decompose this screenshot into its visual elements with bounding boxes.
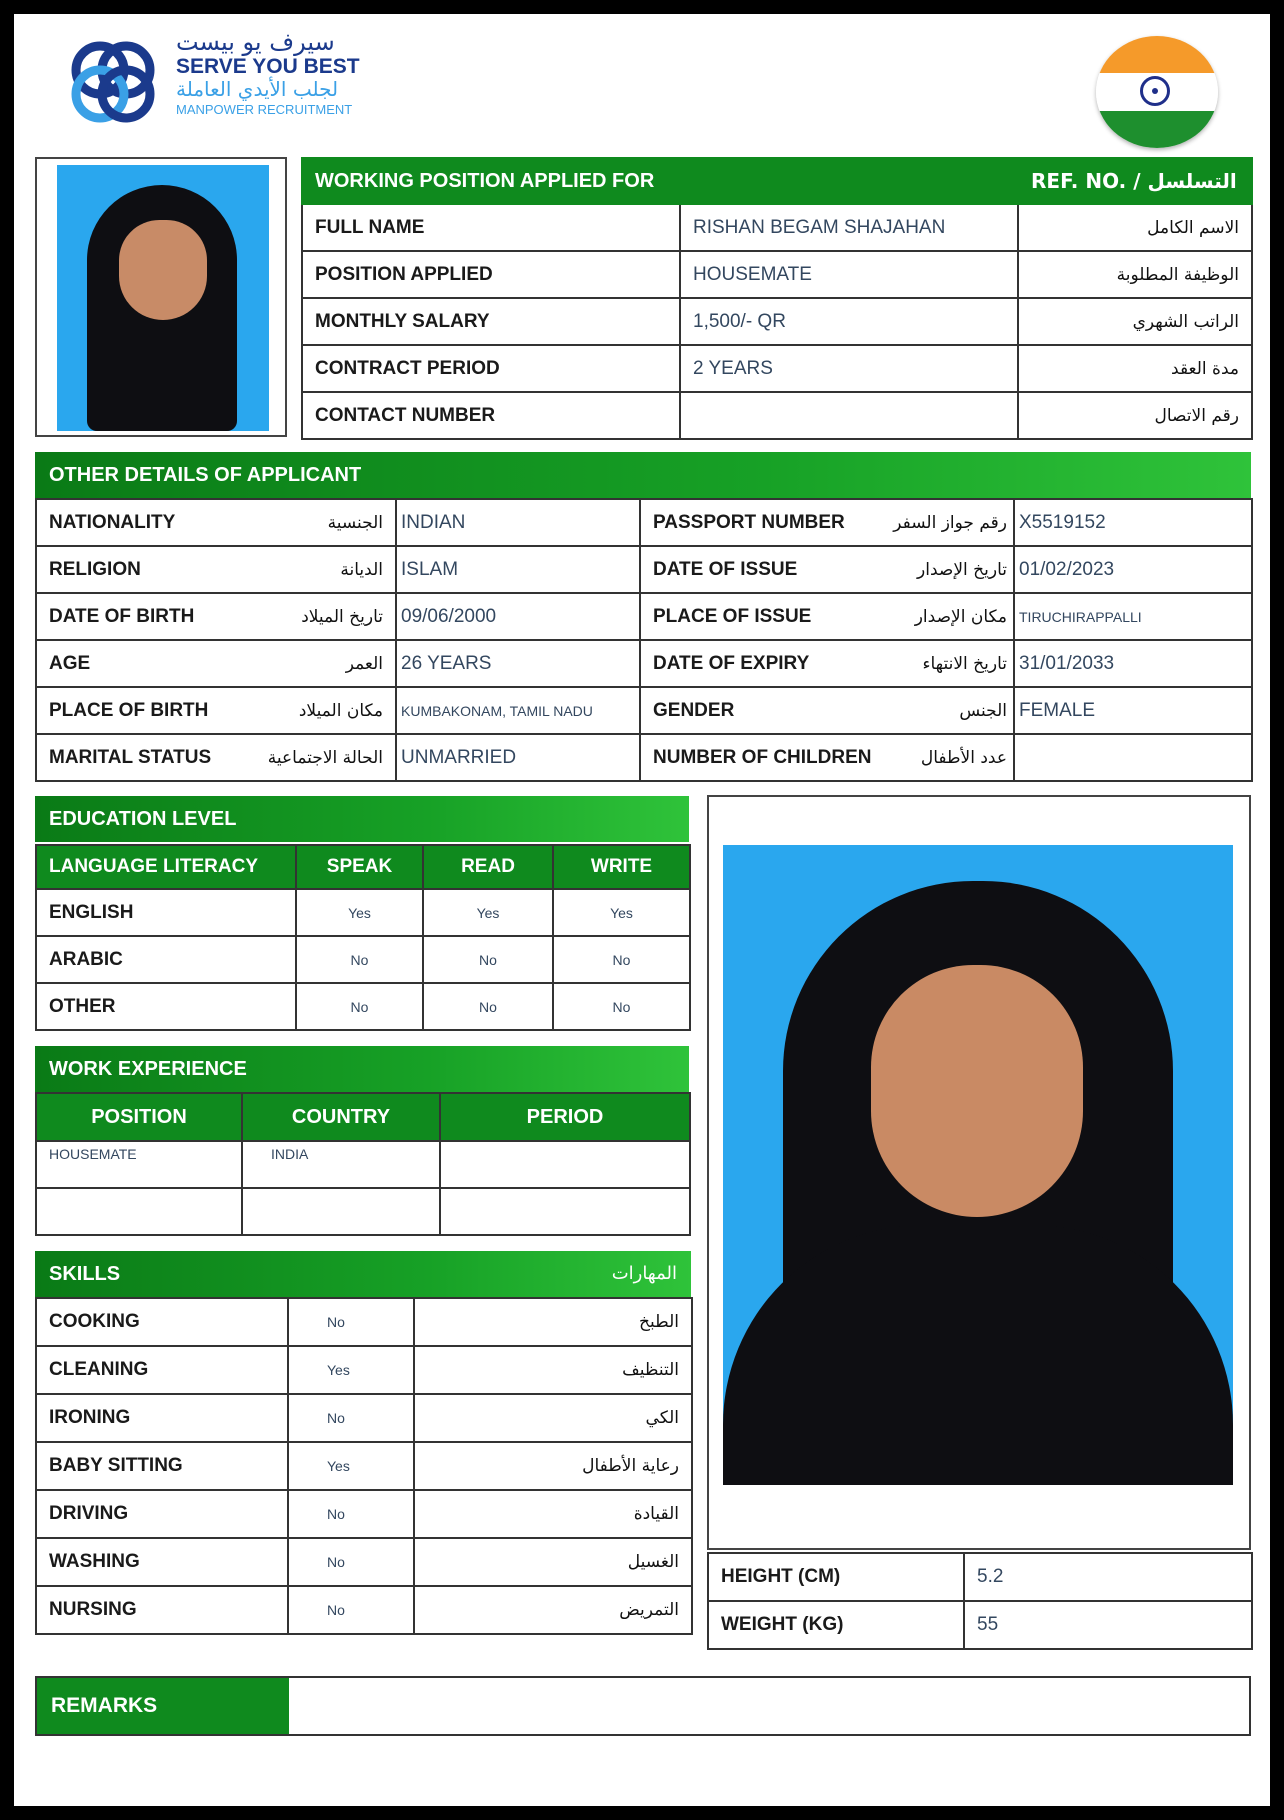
contact-value <box>680 392 1018 439</box>
skill-label: WASHING <box>36 1538 288 1586</box>
field-label: MONTHLY SALARY <box>302 298 680 345</box>
india-flag-icon <box>1096 36 1218 148</box>
field-label-ar: الحالة الاجتماعية <box>256 734 396 781</box>
skill-label: IRONING <box>36 1394 288 1442</box>
field-label: GENDER <box>640 687 880 734</box>
field-value: FEMALE <box>1014 687 1252 734</box>
table-row <box>36 499 1252 546</box>
skill-value: No <box>288 1586 414 1634</box>
field-label-ar: تاريخ الانتهاء <box>880 640 1014 687</box>
table-row <box>302 392 1252 439</box>
skill-label-ar: الغسيل <box>414 1538 692 1586</box>
field-label: CONTRACT PERIOD <box>302 345 680 392</box>
table-row <box>36 546 1252 593</box>
column-header: LANGUAGE LITERACY <box>36 845 296 889</box>
table-row <box>36 687 1252 734</box>
table-row <box>36 1298 692 1346</box>
table-row <box>302 345 1252 392</box>
cell-value: No <box>553 983 690 1030</box>
education-header: EDUCATION LEVEL <box>35 796 689 842</box>
skill-label-ar: رعاية الأطفال <box>414 1442 692 1490</box>
table-row <box>36 1188 690 1235</box>
field-value <box>1014 734 1252 781</box>
ref-no-header: REF. NO. / التسلسل <box>1018 158 1252 204</box>
skill-value: No <box>288 1538 414 1586</box>
salary-value: 1,500/- QR <box>680 298 1018 345</box>
remarks-box <box>35 1676 1251 1736</box>
table-row <box>36 889 690 936</box>
table-row <box>36 936 690 983</box>
field-value: TIRUCHIRAPPALLI <box>1014 593 1252 640</box>
skill-label-ar: الطبخ <box>414 1298 692 1346</box>
table-row <box>708 1601 1252 1649</box>
remarks-label: REMARKS <box>37 1678 289 1734</box>
field-label-ar: عدد الأطفال <box>880 734 1014 781</box>
table-row <box>36 1490 692 1538</box>
table-row <box>302 204 1252 251</box>
company-logo-icon <box>60 32 170 132</box>
field-label: DATE OF EXPIRY <box>640 640 880 687</box>
language-label: OTHER <box>36 983 296 1030</box>
table-row <box>36 593 1252 640</box>
brand-text <box>176 30 376 116</box>
field-label: POSITION APPLIED <box>302 251 680 298</box>
field-value: 09/06/2000 <box>396 593 640 640</box>
cell-value: No <box>553 936 690 983</box>
field-value: KUMBAKONAM, TAMIL NADU <box>396 687 640 734</box>
work-experience-table <box>35 1092 691 1236</box>
field-label: NUMBER OF CHILDREN <box>640 734 880 781</box>
field-label: FULL NAME <box>302 204 680 251</box>
cell-value: No <box>423 936 553 983</box>
column-header: READ <box>423 845 553 889</box>
table-row <box>36 983 690 1030</box>
contract-value: 2 YEARS <box>680 345 1018 392</box>
other-details-header: OTHER DETAILS OF APPLICANT <box>35 452 1251 498</box>
skills-title: SKILLS <box>49 1263 121 1285</box>
cell-value <box>242 1188 440 1235</box>
table-row <box>302 298 1252 345</box>
field-label-ar: الديانة <box>256 546 396 593</box>
skill-label-ar: الكي <box>414 1394 692 1442</box>
field-value: X5519152 <box>1014 499 1252 546</box>
cell-value: No <box>296 936 423 983</box>
cell-value <box>440 1141 690 1188</box>
column-header: WRITE <box>553 845 690 889</box>
field-label-ar: رقم جواز السفر <box>880 499 1014 546</box>
table-row <box>36 1442 692 1490</box>
weight-label: WEIGHT (KG) <box>708 1601 964 1649</box>
column-header: PERIOD <box>440 1093 690 1141</box>
field-label: DATE OF BIRTH <box>36 593 256 640</box>
applicant-photo-large <box>707 795 1251 1550</box>
field-label-ar: تاريخ الميلاد <box>256 593 396 640</box>
education-table <box>35 844 691 1031</box>
field-value: 01/02/2023 <box>1014 546 1252 593</box>
table-row <box>36 1394 692 1442</box>
column-header: POSITION <box>36 1093 242 1141</box>
skill-label: CLEANING <box>36 1346 288 1394</box>
brand-tagline-ar: لجلب الأيدي العاملة <box>176 77 339 101</box>
application-form <box>14 14 1270 1806</box>
table-row <box>36 734 1252 781</box>
field-label-ar: الوظيفة المطلوبة <box>1018 251 1252 298</box>
field-value: 26 YEARS <box>396 640 640 687</box>
field-label-ar: الجنسية <box>256 499 396 546</box>
brand-tagline-en: MANPOWER RECRUITMENT <box>176 102 353 117</box>
field-label: RELIGION <box>36 546 256 593</box>
table-row <box>36 1538 692 1586</box>
field-label-ar: مدة العقد <box>1018 345 1252 392</box>
cell-value: No <box>423 983 553 1030</box>
other-details-table <box>35 498 1253 782</box>
skill-value: No <box>288 1490 414 1538</box>
field-label-ar: رقم الاتصال <box>1018 392 1252 439</box>
position-table <box>301 157 1253 440</box>
table-row <box>36 1346 692 1394</box>
field-value: UNMARRIED <box>396 734 640 781</box>
field-label: AGE <box>36 640 256 687</box>
skill-value: Yes <box>288 1442 414 1490</box>
cell-value: INDIA <box>242 1141 440 1188</box>
cell-value: Yes <box>553 889 690 936</box>
column-header: SPEAK <box>296 845 423 889</box>
cell-value: Yes <box>423 889 553 936</box>
applicant-photo-small <box>35 157 287 437</box>
skills-title-ar: المهارات <box>611 1263 677 1284</box>
table-row <box>36 1586 692 1634</box>
table-row <box>36 1141 690 1188</box>
height-value: 5.2 <box>964 1553 1252 1601</box>
field-label-ar: الاسم الكامل <box>1018 204 1252 251</box>
field-label-ar: مكان الميلاد <box>256 687 396 734</box>
height-label: HEIGHT (CM) <box>708 1553 964 1601</box>
skill-label: NURSING <box>36 1586 288 1634</box>
skills-header <box>35 1251 691 1297</box>
field-label: MARITAL STATUS <box>36 734 256 781</box>
field-label: NATIONALITY <box>36 499 256 546</box>
remarks-value <box>291 1678 1249 1734</box>
cell-value: No <box>296 983 423 1030</box>
cell-value: Yes <box>296 889 423 936</box>
skill-label: COOKING <box>36 1298 288 1346</box>
field-value: ISLAM <box>396 546 640 593</box>
language-label: ARABIC <box>36 936 296 983</box>
position-value: HOUSEMATE <box>680 251 1018 298</box>
skills-table <box>35 1297 693 1635</box>
cell-value <box>440 1188 690 1235</box>
skill-value: No <box>288 1394 414 1442</box>
skill-label-ar: التمريض <box>414 1586 692 1634</box>
table-row <box>302 251 1252 298</box>
physical-table <box>707 1552 1253 1650</box>
field-label-ar: الراتب الشهري <box>1018 298 1252 345</box>
full-name-value: RISHAN BEGAM SHAJAHAN <box>680 204 1018 251</box>
table-row <box>708 1553 1252 1601</box>
field-label-ar: العمر <box>256 640 396 687</box>
brand-name-ar: سيرف يو بيست <box>176 28 335 56</box>
skill-label-ar: التنظيف <box>414 1346 692 1394</box>
language-label: ENGLISH <box>36 889 296 936</box>
position-header: WORKING POSITION APPLIED FOR <box>302 158 1018 204</box>
field-value: INDIAN <box>396 499 640 546</box>
field-label-ar: تاريخ الإصدار <box>880 546 1014 593</box>
cell-value <box>36 1188 242 1235</box>
field-label-ar: الجنس <box>880 687 1014 734</box>
field-label: PLACE OF BIRTH <box>36 687 256 734</box>
skill-value: Yes <box>288 1346 414 1394</box>
skill-value: No <box>288 1298 414 1346</box>
field-label: PLACE OF ISSUE <box>640 593 880 640</box>
work-experience-header: WORK EXPERIENCE <box>35 1046 689 1092</box>
field-label: PASSPORT NUMBER <box>640 499 880 546</box>
field-label: CONTACT NUMBER <box>302 392 680 439</box>
skill-label: BABY SITTING <box>36 1442 288 1490</box>
field-value: 31/01/2033 <box>1014 640 1252 687</box>
field-label: DATE OF ISSUE <box>640 546 880 593</box>
weight-value: 55 <box>964 1601 1252 1649</box>
cell-value: HOUSEMATE <box>36 1141 242 1188</box>
table-row <box>36 640 1252 687</box>
skill-label: DRIVING <box>36 1490 288 1538</box>
skill-label-ar: القيادة <box>414 1490 692 1538</box>
column-header: COUNTRY <box>242 1093 440 1141</box>
field-label-ar: مكان الإصدار <box>880 593 1014 640</box>
brand-name-en: SERVE YOU BEST <box>176 55 360 78</box>
